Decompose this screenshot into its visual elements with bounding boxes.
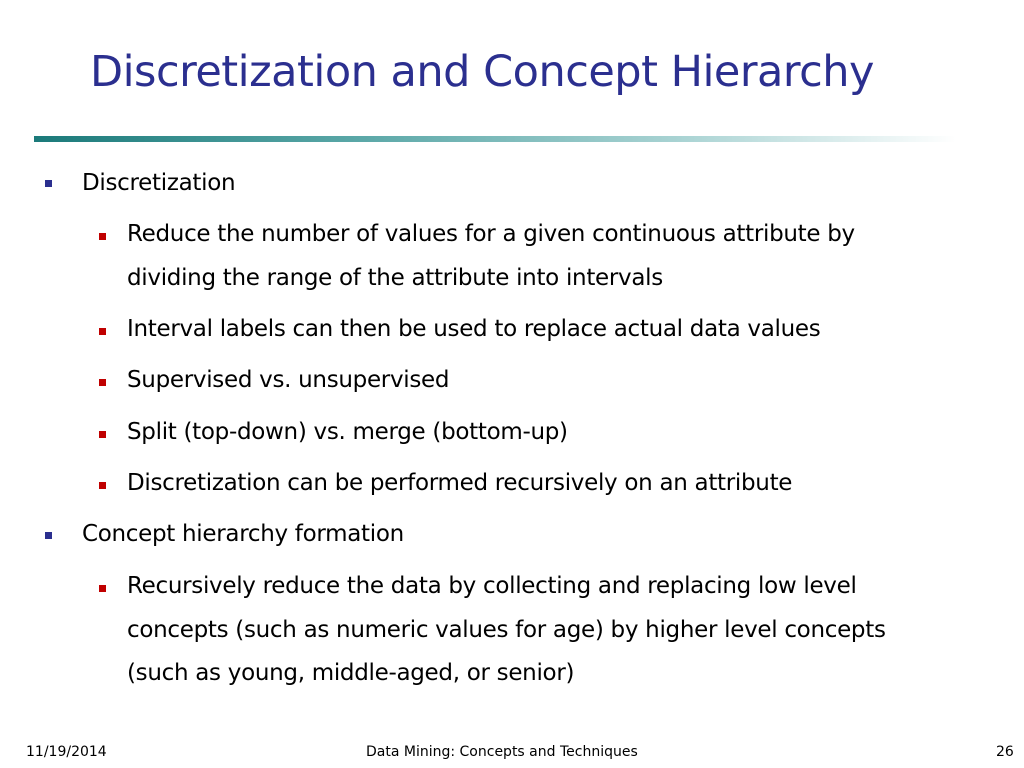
sub-bullet-split-merge: Split (top-down) vs. merge (bottom-up)	[127, 419, 568, 445]
sub-bullet-recursively-reduce-line2: concepts (such as numeric values for age) by higher level concepts	[127, 617, 886, 643]
level2-bullet-icon	[99, 585, 106, 592]
sub-bullet-reduce-values-line1: Reduce the number of values for a given continuous attribute by	[127, 221, 855, 247]
sub-bullet-interval-labels: Interval labels can then be used to replace actual data values	[127, 316, 821, 342]
slide-title: Discretization and Concept Hierarchy	[90, 47, 874, 97]
level2-bullet-icon	[99, 482, 106, 489]
sub-bullet-recursive: Discretization can be performed recursively on an attribute	[127, 470, 793, 496]
footer-date: 11/19/2014	[26, 744, 107, 760]
level2-bullet-icon	[99, 328, 106, 335]
level1-bullet-icon	[45, 532, 52, 539]
bullet-discretization: Discretization	[82, 170, 236, 196]
level2-bullet-icon	[99, 233, 106, 240]
sub-bullet-supervised: Supervised vs. unsupervised	[127, 367, 450, 393]
level1-bullet-icon	[45, 180, 52, 187]
level2-bullet-icon	[99, 379, 106, 386]
sub-bullet-reduce-values-line2: dividing the range of the attribute into intervals	[127, 265, 663, 291]
bullet-concept-hierarchy: Concept hierarchy formation	[82, 521, 404, 547]
sub-bullet-recursively-reduce-line1: Recursively reduce the data by collecting and replacing low level	[127, 573, 857, 599]
footer-page-number: 26	[996, 744, 1014, 760]
sub-bullet-recursively-reduce-line3: (such as young, middle-aged, or senior)	[127, 660, 575, 686]
level2-bullet-icon	[99, 431, 106, 438]
footer-title: Data Mining: Concepts and Techniques	[366, 744, 638, 760]
